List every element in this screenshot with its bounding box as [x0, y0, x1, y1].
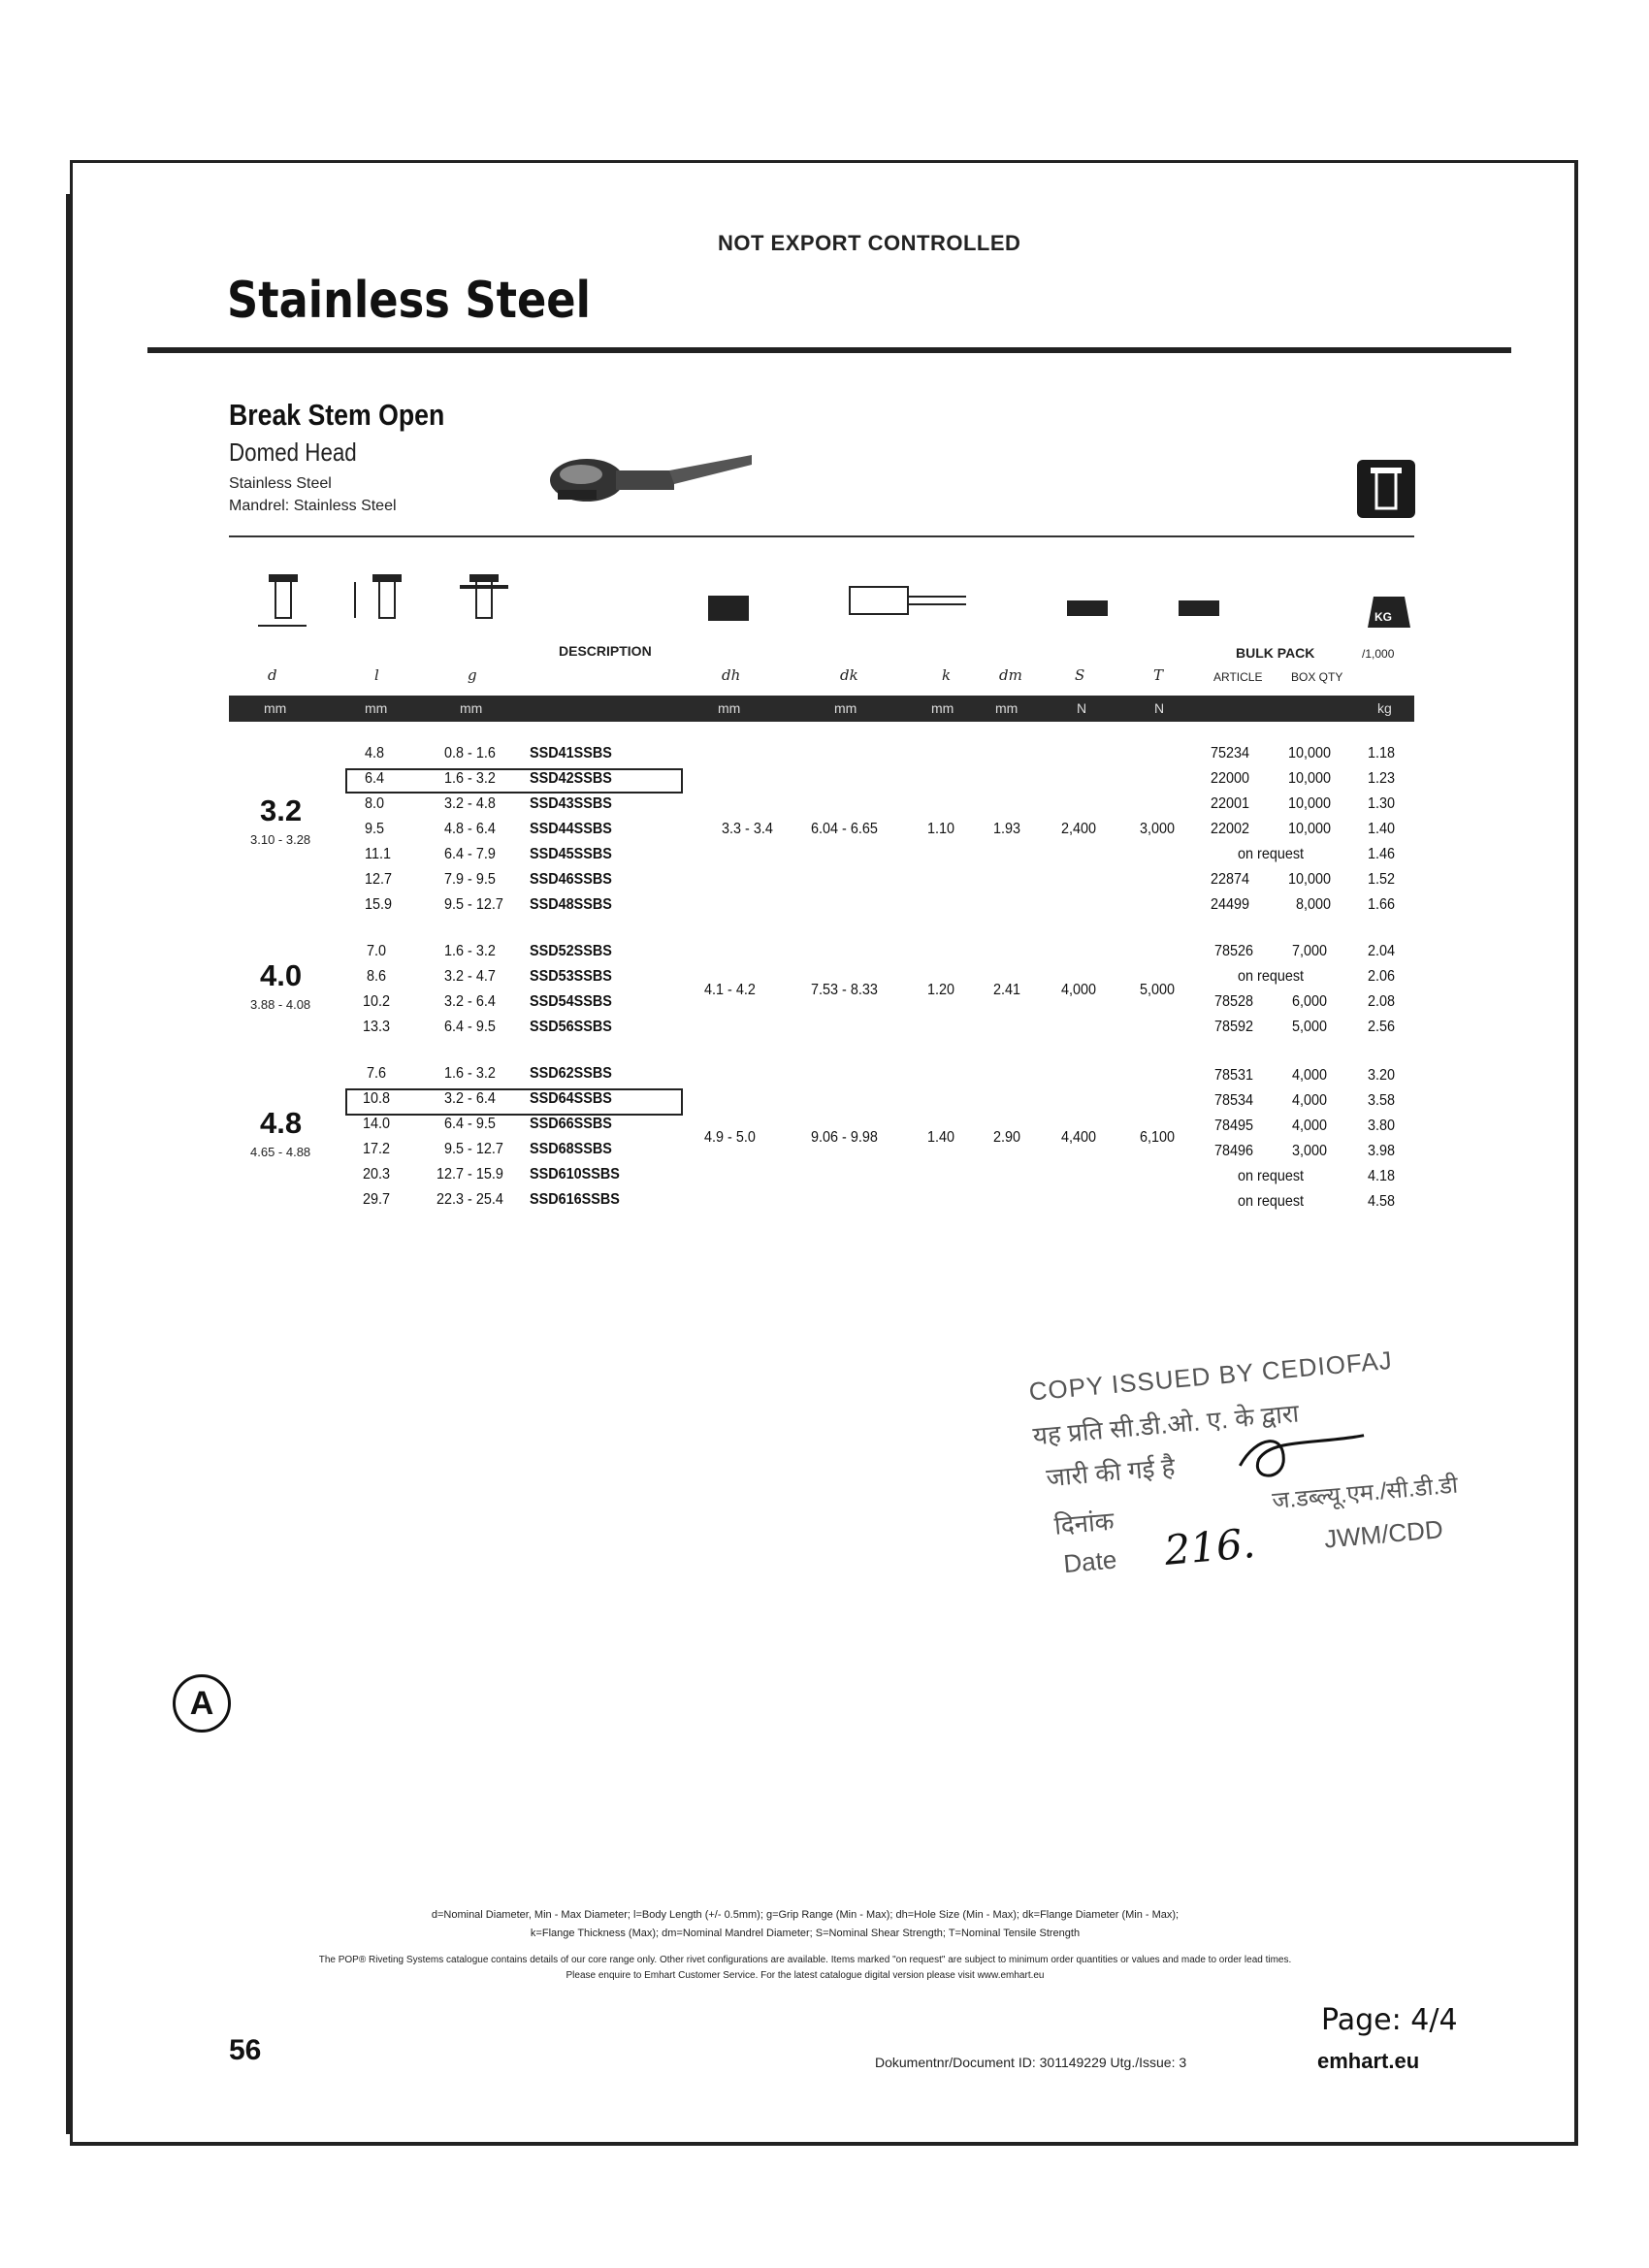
row-article: 22001	[1211, 795, 1250, 812]
row-length: 10.8	[363, 1090, 391, 1107]
footer-note-1: The POP® Riveting Systems catalogue contains details of our core range only. Other rivet configurations are available. Items marked "on request" are subject to minimum order quantities or values and made to order lead times.	[318, 1955, 1292, 1965]
row-article: 22002	[1211, 821, 1250, 837]
row-length: 7.6	[367, 1065, 387, 1082]
row-grip: 9.5 - 12.7	[444, 896, 503, 913]
row-length: 7.0	[367, 943, 387, 959]
row-article: 78495	[1214, 1118, 1254, 1134]
highlight-box	[345, 768, 683, 794]
col-label-dk: dk	[840, 666, 858, 684]
row-code: SSD42SSBS	[530, 770, 612, 787]
row-kg: 3.20	[1368, 1067, 1396, 1084]
row-grip: 6.4 - 9.5	[444, 1116, 496, 1132]
row-length: 20.3	[363, 1166, 391, 1183]
product-name: Break Stem Open	[229, 398, 445, 432]
group-s: 2,400	[1061, 821, 1097, 837]
col-label-box-qty: BOX QTY	[1291, 670, 1343, 684]
group-dm: 2.41	[993, 982, 1021, 998]
rivet-symbol-icon	[1357, 460, 1415, 518]
row-code: SSD610SSBS	[530, 1166, 620, 1183]
stamp-office-hindi: ज.डब्ल्यू.एम./सी.डी.डी	[1271, 1472, 1460, 1515]
row-kg: 1.18	[1368, 745, 1396, 761]
row-kg: 3.80	[1368, 1118, 1396, 1134]
row-code: SSD45SSBS	[530, 846, 612, 862]
stamp-line-2: यह प्रति सी.डी.ओ. ए. के द्वारा	[1031, 1398, 1301, 1451]
row-code: SSD53SSBS	[530, 968, 612, 985]
row-grip: 22.3 - 25.4	[436, 1191, 503, 1208]
row-code: SSD66SSBS	[530, 1116, 612, 1132]
highlight-box	[345, 1088, 683, 1116]
row-grip: 4.8 - 6.4	[444, 821, 496, 837]
row-qty: on request	[1238, 1193, 1305, 1210]
row-kg: 1.23	[1368, 770, 1396, 787]
unit-dm: mm	[995, 700, 1018, 716]
row-article: 78531	[1214, 1067, 1254, 1084]
row-qty: 5,000	[1292, 1019, 1328, 1035]
stamp-line-4: दिनांक	[1052, 1506, 1116, 1540]
kg-weight-icon: KG	[1374, 610, 1392, 624]
col-label-k: k	[942, 666, 952, 684]
col-label-article: ARTICLE	[1213, 670, 1263, 684]
group-dm: 2.90	[993, 1129, 1021, 1146]
unit-dk: mm	[834, 700, 857, 716]
group-dk: 6.04 - 6.65	[811, 821, 878, 837]
export-notice: NOT EXPORT CONTROLLED	[718, 231, 1021, 255]
product-head: Domed Head	[229, 437, 357, 467]
row-qty: 4,000	[1292, 1067, 1328, 1084]
unit-l: mm	[365, 700, 388, 716]
page-title: Stainless Steel	[227, 272, 591, 330]
unit-g: mm	[460, 700, 483, 716]
row-code: SSD68SSBS	[530, 1141, 612, 1157]
row-qty: 3,000	[1292, 1143, 1328, 1159]
row-grip: 3.2 - 4.7	[444, 968, 496, 985]
title-divider	[147, 347, 1511, 353]
group-t: 6,100	[1140, 1129, 1176, 1146]
row-article: 78496	[1214, 1143, 1254, 1159]
row-length: 15.9	[365, 896, 393, 913]
group-diameter: 4.8	[260, 1106, 303, 1140]
row-grip: 3.2 - 4.8	[444, 795, 496, 812]
group-t: 5,000	[1140, 982, 1176, 998]
group-s: 4,400	[1061, 1129, 1097, 1146]
group-dk: 9.06 - 9.98	[811, 1129, 878, 1146]
website-link[interactable]: emhart.eu	[1317, 2049, 1420, 2073]
row-code: SSD62SSBS	[530, 1065, 612, 1082]
row-qty: on request	[1238, 1168, 1305, 1184]
row-length: 6.4	[365, 770, 385, 787]
row-qty: 8,000	[1296, 896, 1332, 913]
row-code: SSD41SSBS	[530, 745, 612, 761]
row-length: 14.0	[363, 1116, 391, 1132]
row-code: SSD54SSBS	[530, 993, 612, 1010]
row-length: 17.2	[363, 1141, 391, 1157]
unit-d: mm	[264, 700, 287, 716]
product-material: Stainless Steel	[229, 475, 332, 492]
row-grip: 7.9 - 9.5	[444, 871, 496, 888]
group-range: 3.10 - 3.28	[250, 832, 311, 847]
rivet-illustration	[519, 441, 752, 514]
stamp-line-5: Date	[1062, 1544, 1118, 1579]
row-length: 4.8	[365, 745, 385, 761]
row-article: 78528	[1214, 993, 1254, 1010]
row-kg: 1.66	[1368, 896, 1396, 913]
row-kg: 4.58	[1368, 1193, 1396, 1210]
row-kg: 2.06	[1368, 968, 1396, 985]
col-label-t: T	[1153, 666, 1164, 684]
unit-dh: mm	[718, 700, 741, 716]
col-label-per-1000: /1,000	[1362, 647, 1395, 661]
row-kg: 3.58	[1368, 1092, 1396, 1109]
row-qty: 7,000	[1292, 943, 1328, 959]
row-qty: 4,000	[1292, 1118, 1328, 1134]
row-qty: 4,000	[1292, 1092, 1328, 1109]
row-code: SSD52SSBS	[530, 943, 612, 959]
row-qty: 6,000	[1292, 993, 1328, 1010]
group-diameter: 4.0	[260, 958, 303, 992]
row-grip: 1.6 - 3.2	[444, 770, 496, 787]
row-kg: 2.08	[1368, 993, 1396, 1010]
col-label-dh: dh	[722, 666, 741, 684]
row-grip: 6.4 - 7.9	[444, 846, 496, 862]
row-article: 22000	[1211, 770, 1250, 787]
unit-s: N	[1077, 700, 1087, 716]
row-qty: 10,000	[1288, 770, 1332, 787]
group-range: 3.88 - 4.08	[250, 997, 311, 1012]
unit-kg: kg	[1377, 700, 1392, 716]
row-qty: 10,000	[1288, 795, 1332, 812]
group-dm: 1.93	[993, 821, 1021, 837]
group-k: 1.10	[927, 821, 955, 837]
row-kg: 1.30	[1368, 795, 1396, 812]
table-header-diagrams	[229, 558, 1414, 694]
frame-shadow	[66, 194, 70, 2134]
group-dk: 7.53 - 8.33	[811, 982, 878, 998]
row-grip: 6.4 - 9.5	[444, 1019, 496, 1035]
group-range: 4.65 - 4.88	[250, 1145, 311, 1159]
row-qty: on request	[1238, 968, 1305, 985]
row-grip: 1.6 - 3.2	[444, 943, 496, 959]
row-length: 9.5	[365, 821, 385, 837]
col-label-bulk-pack: BULK PACK	[1236, 645, 1315, 661]
page-counter-handwritten: Page: 4/4	[1321, 2003, 1458, 2037]
row-length: 8.0	[365, 795, 385, 812]
row-length: 29.7	[363, 1191, 391, 1208]
row-code: SSD43SSBS	[530, 795, 612, 812]
group-dh: 3.3 - 3.4	[722, 821, 773, 837]
stamp-line-1: COPY ISSUED BY CEDIOFAJ	[1027, 1345, 1394, 1407]
col-label-s: S	[1075, 666, 1085, 684]
row-qty: on request	[1238, 846, 1305, 862]
col-label-l: l	[374, 666, 379, 684]
units-bar	[229, 696, 1414, 722]
row-article: 22874	[1211, 871, 1250, 888]
col-label-dm: dm	[999, 666, 1022, 684]
unit-t: N	[1154, 700, 1165, 716]
row-article: 78526	[1214, 943, 1254, 959]
row-kg: 3.98	[1368, 1143, 1396, 1159]
group-diameter: 3.2	[260, 794, 303, 827]
document-id: Dokumentnr/Document ID: 301149229 Utg./Issue: 3	[875, 2055, 1187, 2070]
unit-k: mm	[931, 700, 954, 716]
product-mandrel: Mandrel: Stainless Steel	[229, 498, 397, 514]
row-kg: 2.04	[1368, 943, 1396, 959]
row-article: 78534	[1214, 1092, 1254, 1109]
row-grip: 9.5 - 12.7	[444, 1141, 503, 1157]
row-qty: 10,000	[1288, 745, 1332, 761]
group-dh: 4.1 - 4.2	[704, 982, 756, 998]
col-label-description: DESCRIPTION	[559, 643, 652, 659]
group-k: 1.40	[927, 1129, 955, 1146]
section-divider	[229, 535, 1414, 537]
row-length: 13.3	[363, 1019, 391, 1035]
page-number: 56	[229, 2034, 262, 2066]
row-kg: 4.18	[1368, 1168, 1396, 1184]
row-code: SSD48SSBS	[530, 896, 612, 913]
row-kg: 1.46	[1368, 846, 1396, 862]
row-code: SSD64SSBS	[530, 1090, 612, 1107]
row-qty: 10,000	[1288, 821, 1332, 837]
row-grip: 3.2 - 6.4	[444, 993, 496, 1010]
handwritten-date: 216.	[1162, 1518, 1257, 1574]
row-grip: 1.6 - 3.2	[444, 1065, 496, 1082]
row-length: 12.7	[365, 871, 393, 888]
row-kg: 2.56	[1368, 1019, 1396, 1035]
signature-scribble	[1227, 1415, 1378, 1496]
row-grip: 12.7 - 15.9	[436, 1166, 503, 1183]
footer-note-2: Please enquire to Emhart Customer Service. For the latest catalogue digital version please visit www.emhart.eu	[566, 1970, 1045, 1981]
row-grip: 0.8 - 1.6	[444, 745, 496, 761]
row-article: 75234	[1211, 745, 1250, 761]
circled-letter-mark: A	[173, 1674, 231, 1733]
footer-legend-1: d=Nominal Diameter, Min - Max Diameter; l=Body Length (+/- 0.5mm); g=Grip Range (Min - Max); dh=Hole Size (Min - Max); dk=Flange Diameter (Min - Max);	[431, 1909, 1180, 1921]
row-length: 11.1	[365, 846, 391, 862]
row-qty: 10,000	[1288, 871, 1332, 888]
row-code: SSD616SSBS	[530, 1191, 620, 1208]
row-length: 10.2	[363, 993, 391, 1010]
row-article: 24499	[1211, 896, 1250, 913]
issue-stamp	[1018, 1339, 1485, 1629]
col-label-d: d	[268, 666, 277, 684]
row-kg: 1.40	[1368, 821, 1396, 837]
group-dh: 4.9 - 5.0	[704, 1129, 756, 1146]
group-t: 3,000	[1140, 821, 1176, 837]
row-kg: 1.52	[1368, 871, 1396, 888]
footer-legend-2: k=Flange Thickness (Max); dm=Nominal Mandrel Diameter; S=Nominal Shear Strength; T=Nominal Tensile Strength	[530, 1928, 1081, 1939]
row-article: 78592	[1214, 1019, 1254, 1035]
row-code: SSD46SSBS	[530, 871, 612, 888]
row-length: 8.6	[367, 968, 387, 985]
group-k: 1.20	[927, 982, 955, 998]
stamp-line-3: जारी की गई है	[1045, 1451, 1177, 1493]
group-s: 4,000	[1061, 982, 1097, 998]
row-code: SSD56SSBS	[530, 1019, 612, 1035]
row-grip: 3.2 - 6.4	[444, 1090, 496, 1107]
col-label-g: g	[468, 666, 477, 684]
row-code: SSD44SSBS	[530, 821, 612, 837]
stamp-office: JWM/CDD	[1322, 1514, 1444, 1554]
